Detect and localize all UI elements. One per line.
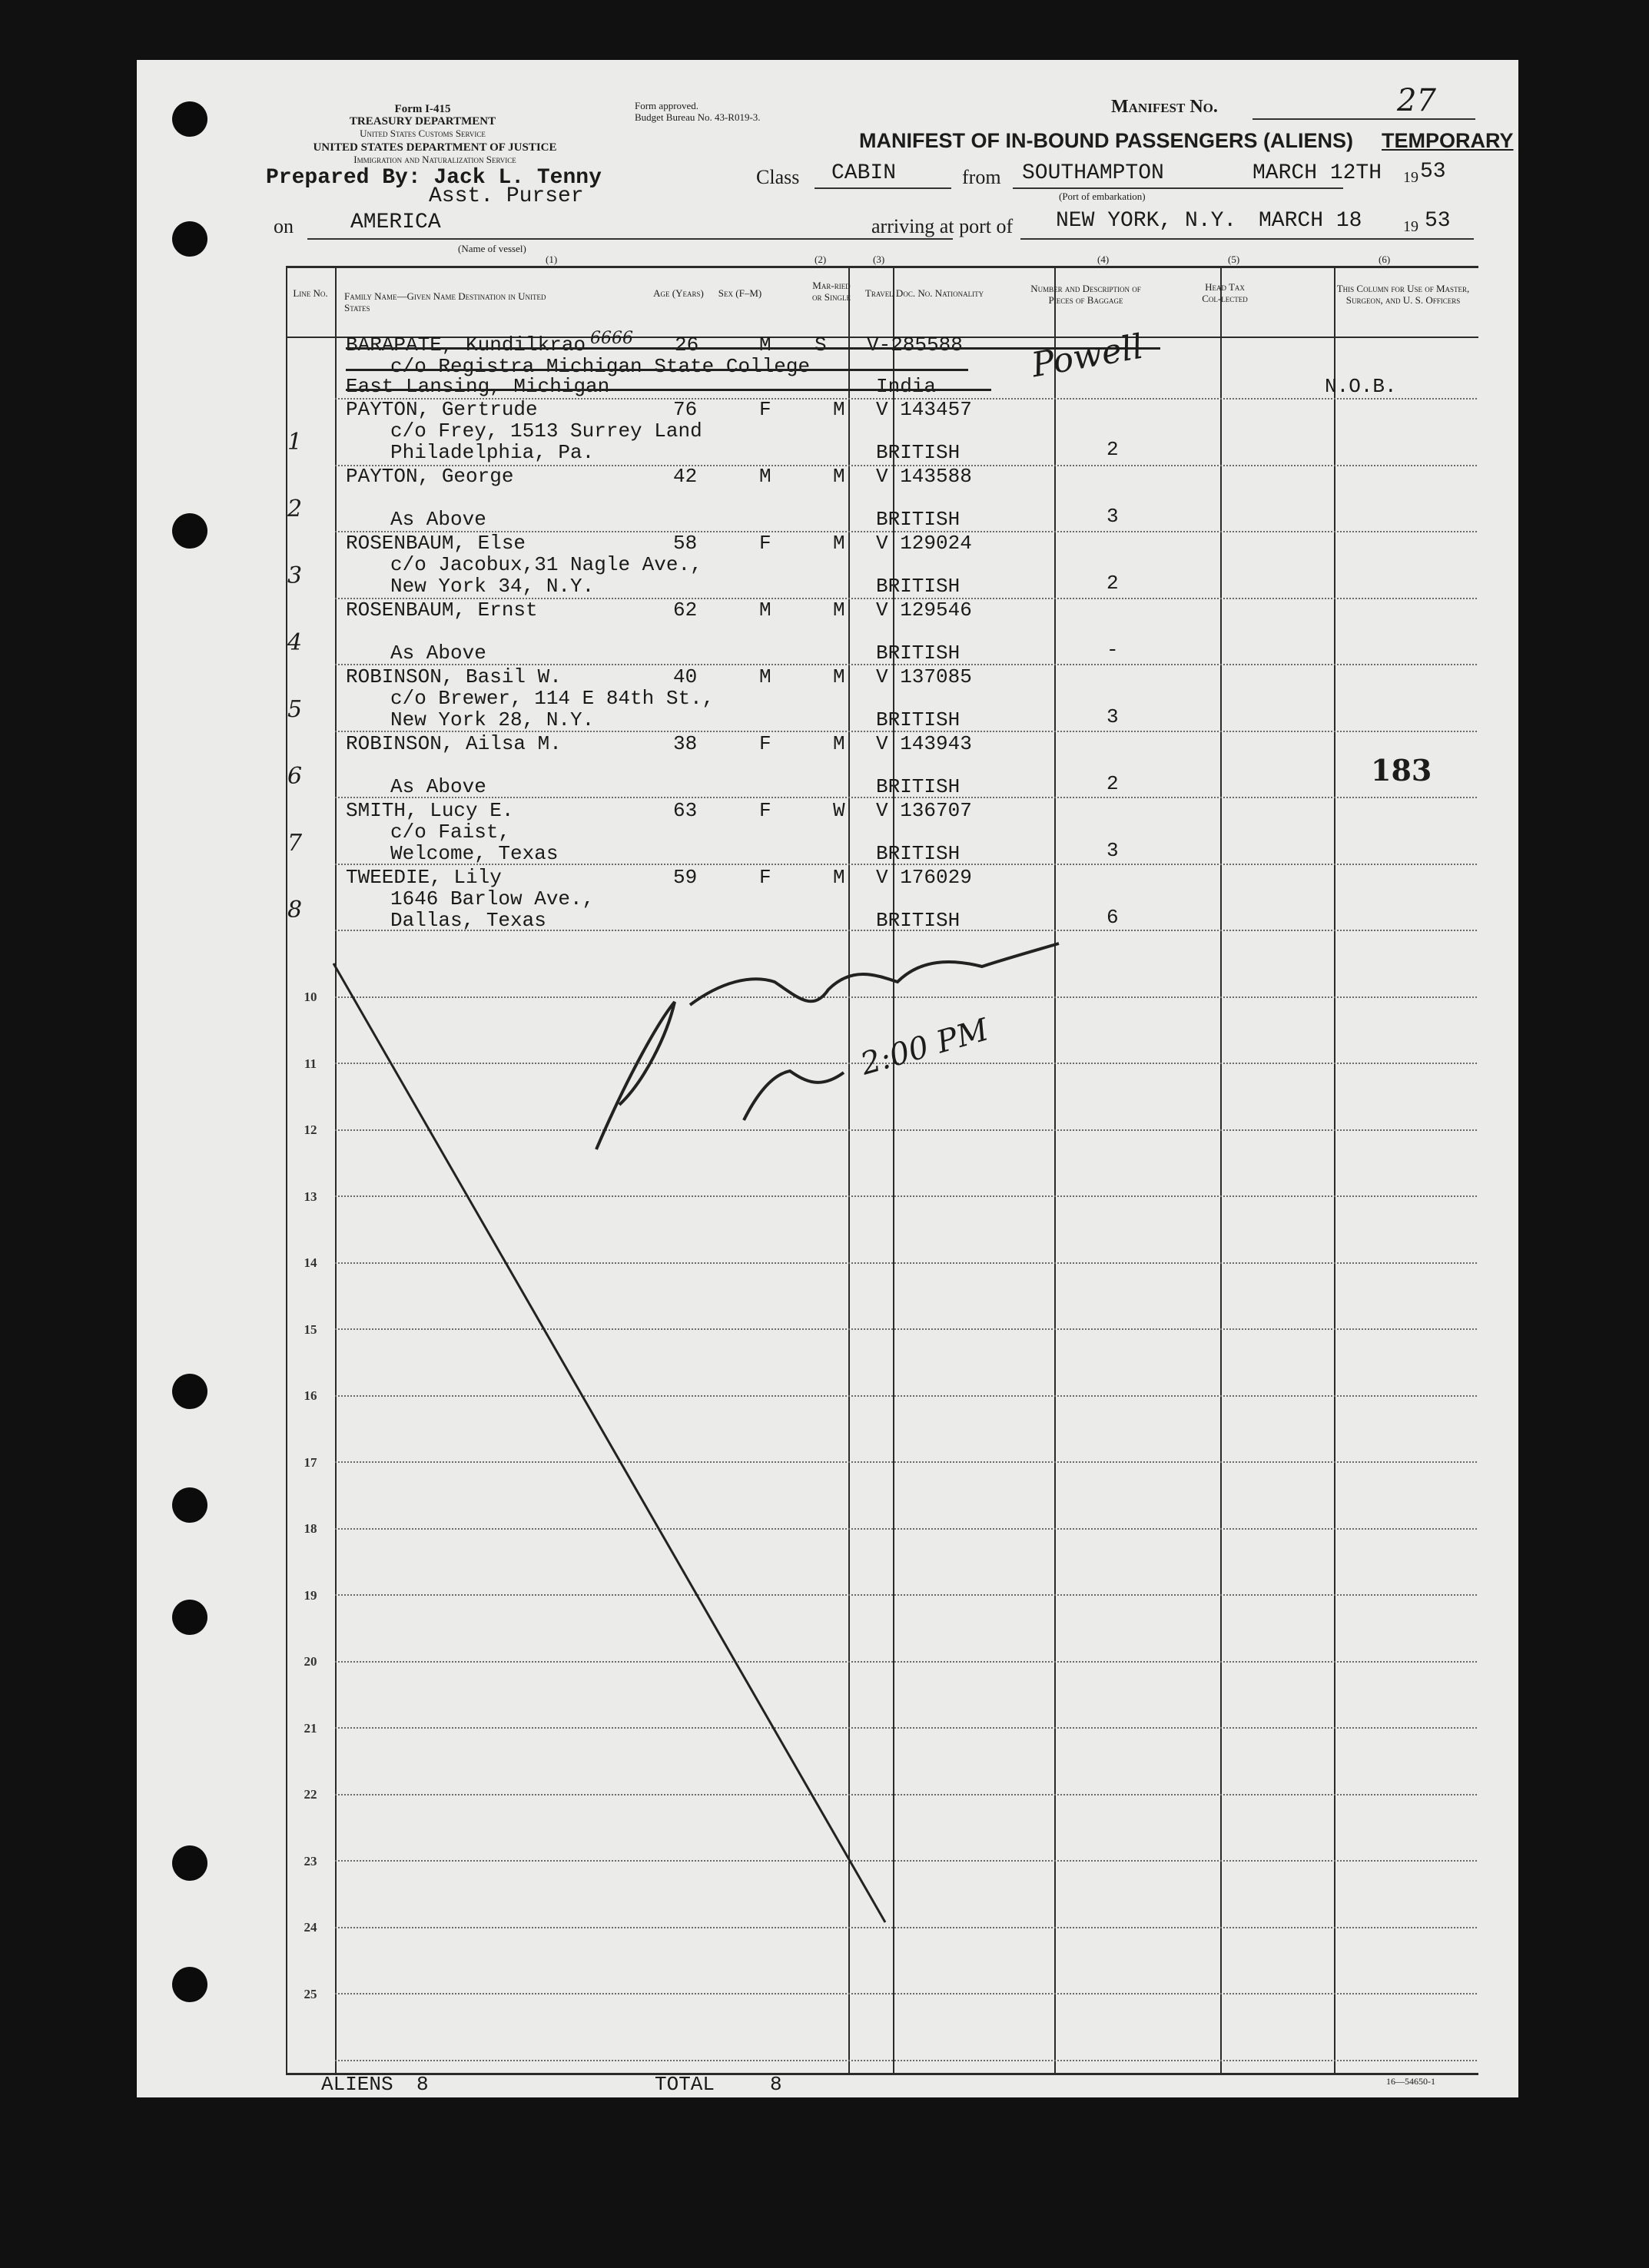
signature-time-note: 2:00 PM	[856, 1012, 993, 1083]
passenger-dest2: Dallas, Texas	[390, 909, 546, 932]
class-label: Class	[756, 166, 800, 188]
row-number: 25	[304, 1987, 317, 2001]
col-num: (6)	[1379, 254, 1391, 265]
ins-line: Immigration and Naturalization Service	[353, 154, 516, 165]
line-number: 7	[287, 830, 303, 857]
col-header-married: Mar-ried or Single	[812, 280, 851, 303]
col-num: (1)	[546, 254, 558, 265]
passenger-married: M	[833, 532, 845, 555]
passenger-sex: F	[759, 398, 771, 421]
passenger-dest2: As Above	[390, 775, 486, 798]
passenger-sex: M	[759, 665, 771, 688]
side-number: 183	[1371, 753, 1432, 788]
passenger-name: ROBINSON, Basil W.	[346, 665, 562, 688]
class-value: CABIN	[831, 161, 897, 185]
date-value: MARCH 12TH	[1253, 161, 1382, 185]
passenger-age: 62	[673, 598, 698, 622]
col-header-name: Family Name—Given Name Destination in United States	[344, 290, 546, 313]
passenger-married: M	[833, 398, 845, 421]
cancelled-dest1: c/o Registra Michigan State College	[390, 355, 811, 378]
void-diagonal-line	[333, 963, 885, 1922]
row-number: 19	[304, 1588, 317, 1603]
cancelled-name: BARAPATE, Kundilkrao	[346, 333, 586, 356]
row-number: 11	[304, 1056, 317, 1071]
row-number: 18	[304, 1521, 317, 1536]
arriving-label: arriving at port of	[871, 215, 1014, 237]
manifest-no-label: Manifest No.	[1111, 97, 1218, 117]
row-number: 21	[304, 1721, 317, 1736]
passenger-married: M	[833, 732, 845, 755]
passenger-dest1: c/o Brewer, 114 E 84th St.,	[390, 687, 715, 710]
col-header-sex: Sex (F–M)	[718, 287, 762, 299]
passenger-married: M	[833, 465, 845, 488]
passenger-sex: M	[759, 598, 771, 622]
passenger-dest1: c/o Jacobux,31 Nagle Ave.,	[390, 553, 702, 576]
passenger-age: 42	[673, 465, 698, 488]
passenger-nationality: BRITISH	[876, 575, 961, 598]
passenger-sex: F	[759, 532, 771, 555]
passenger-dest2: New York 34, N.Y.	[390, 575, 595, 598]
port-caption: (Port of embarkation)	[1059, 191, 1146, 202]
passenger-dest1: c/o Faist,	[390, 821, 511, 844]
passenger-dest2: Philadelphia, Pa.	[390, 441, 595, 464]
col-header-line: Line No.	[293, 287, 328, 299]
manifest-title: MANIFEST OF IN-BOUND PASSENGERS (ALIENS)	[859, 129, 1354, 152]
row-number: 14	[304, 1255, 317, 1270]
passenger-baggage: 6	[1107, 906, 1119, 929]
passenger-age: 38	[673, 732, 698, 755]
cancelled-overwrite: 6666	[590, 329, 633, 348]
line-number: 3	[287, 562, 303, 589]
line-number: 1	[287, 429, 303, 456]
line-number: 5	[287, 696, 303, 723]
passenger-age: 58	[673, 532, 698, 555]
passenger-baggage: 3	[1107, 705, 1119, 728]
passenger-age: 76	[673, 398, 698, 421]
print-code: 16—54650-1	[1386, 2076, 1435, 2087]
col-header-baggage: Number and Description of Pieces of Baggage	[1030, 283, 1141, 306]
prepared-title: Asst. Purser	[429, 184, 584, 208]
passenger-baggage: 3	[1107, 505, 1119, 528]
passenger-name: PAYTON, George	[346, 465, 514, 488]
col-num: (2)	[815, 254, 827, 265]
passenger-dest1: c/o Frey, 1513 Surrey Land	[390, 419, 702, 443]
passenger-age: 59	[673, 866, 698, 889]
col-header-travel: Travel Doc. No. Nationality	[864, 287, 984, 299]
cancelled-doc: V-285588	[867, 333, 963, 356]
passenger-name: ROSENBAUM, Ernst	[346, 598, 538, 622]
arrival-date: MARCH 18	[1259, 209, 1362, 233]
total-value: 8	[770, 2073, 782, 2096]
customs-service: United States Customs Service	[360, 128, 486, 139]
aliens-value: 8	[416, 2073, 429, 2096]
row-number: 12	[304, 1122, 317, 1137]
passenger-baggage: 3	[1107, 839, 1119, 862]
form-approved: Form approved.	[635, 100, 699, 111]
col-num: (3)	[873, 254, 885, 265]
passenger-dest2: Welcome, Texas	[390, 842, 559, 865]
passenger-baggage: 2	[1107, 772, 1119, 795]
manifest-page	[137, 60, 1518, 2097]
passenger-nationality: BRITISH	[876, 441, 961, 464]
passenger-nationality: BRITISH	[876, 842, 961, 865]
vessel-caption: (Name of vessel)	[458, 243, 526, 254]
form-number: Form I-415	[394, 103, 451, 115]
signature-overlay	[137, 60, 1518, 2097]
passenger-nationality: BRITISH	[876, 708, 961, 731]
passenger-baggage: 2	[1107, 438, 1119, 461]
passenger-age: 40	[673, 665, 698, 688]
treasury-dept: TREASURY DEPARTMENT	[349, 115, 496, 128]
passenger-nationality: BRITISH	[876, 909, 961, 932]
col-num: (4)	[1097, 254, 1110, 265]
passenger-married: M	[833, 866, 845, 889]
on-label: on	[274, 215, 294, 237]
aliens-label: ALIENS	[321, 2073, 393, 2096]
row-number: 23	[304, 1854, 317, 1868]
arrival-port: NEW YORK, N.Y.	[1056, 209, 1237, 233]
cancelled-married: S	[815, 333, 827, 356]
passenger-nationality: BRITISH	[876, 508, 961, 531]
passenger-baggage: -	[1107, 638, 1119, 662]
passenger-sex: M	[759, 465, 771, 488]
line-number: 4	[287, 629, 303, 656]
col-header-officers: This Column for Use of Master, Surgeon, and U. S. Officers	[1336, 283, 1470, 306]
row-number: 24	[304, 1920, 317, 1935]
passenger-doc: V 129024	[876, 532, 972, 555]
row-number: 22	[304, 1787, 317, 1802]
passenger-doc: V 129546	[876, 598, 972, 622]
col-header-age: Age (Years)	[653, 287, 704, 299]
passenger-nationality: BRITISH	[876, 775, 961, 798]
passenger-doc: V 143588	[876, 465, 972, 488]
line-number: 2	[287, 496, 303, 522]
doj-line: UNITED STATES DEPARTMENT OF JUSTICE	[313, 141, 557, 154]
passenger-name: ROSENBAUM, Else	[346, 532, 526, 555]
passenger-doc: V 143943	[876, 732, 972, 755]
arrival-year-prefix: 19	[1403, 218, 1418, 235]
row-number: 15	[304, 1322, 317, 1337]
cancelled-sex: M	[759, 333, 771, 356]
passenger-doc: V 176029	[876, 866, 972, 889]
passenger-married: W	[833, 799, 845, 822]
cancelled-nationality: India	[876, 375, 937, 398]
line-number: 8	[287, 897, 303, 923]
date-year-prefix: 19	[1403, 169, 1418, 186]
total-label: TOTAL	[655, 2073, 715, 2096]
row-number: 10	[304, 990, 317, 1004]
vessel-value: AMERICA	[350, 211, 441, 234]
signature-initials-stroke	[744, 1071, 844, 1120]
passenger-dest2: As Above	[390, 508, 486, 531]
row-number: 13	[304, 1189, 317, 1204]
cancelled-age: 26	[675, 333, 699, 356]
passenger-doc: V 143457	[876, 398, 972, 421]
row-number: 16	[304, 1388, 317, 1403]
col-num: (5)	[1228, 254, 1240, 265]
passenger-name: TWEEDIE, Lily	[346, 866, 502, 889]
passenger-age: 63	[673, 799, 698, 822]
manifest-no-value: 27	[1397, 83, 1436, 118]
row-number: 17	[304, 1455, 317, 1470]
passenger-nationality: BRITISH	[876, 642, 961, 665]
col-header-headtax: Head Tax Col-lected	[1202, 281, 1248, 304]
passenger-name: ROBINSON, Ailsa M.	[346, 732, 562, 755]
passenger-sex: F	[759, 866, 771, 889]
arrival-year: 53	[1425, 209, 1451, 233]
passenger-name: SMITH, Lucy E.	[346, 799, 514, 822]
passenger-sex: F	[759, 732, 771, 755]
passenger-married: M	[833, 665, 845, 688]
passenger-doc: V 137085	[876, 665, 972, 688]
prepared-by: Prepared By: Jack L. Tenny	[266, 166, 602, 190]
budget-bureau: Budget Bureau No. 43-R019-3.	[635, 111, 761, 123]
passenger-married: M	[833, 598, 845, 622]
cancelled-dest2: East Lansing, Michigan	[346, 375, 610, 398]
passenger-doc: V 136707	[876, 799, 972, 822]
row-number: 20	[304, 1654, 317, 1669]
from-value: SOUTHAMPTON	[1022, 161, 1164, 185]
from-label: from	[962, 166, 1001, 188]
date-year: 53	[1420, 160, 1446, 184]
passenger-name: PAYTON, Gertrude	[346, 398, 538, 421]
officer-note: N.O.B.	[1325, 375, 1397, 398]
passenger-dest2: As Above	[390, 642, 486, 665]
passenger-baggage: 2	[1107, 572, 1119, 595]
manifest-status: TEMPORARY	[1382, 129, 1514, 152]
passenger-dest2: New York 28, N.Y.	[390, 708, 595, 731]
passenger-dest1: 1646 Barlow Ave.,	[390, 887, 595, 910]
line-number: 6	[287, 763, 303, 790]
passenger-sex: F	[759, 799, 771, 822]
cancelled-note: Powell	[1028, 327, 1146, 386]
